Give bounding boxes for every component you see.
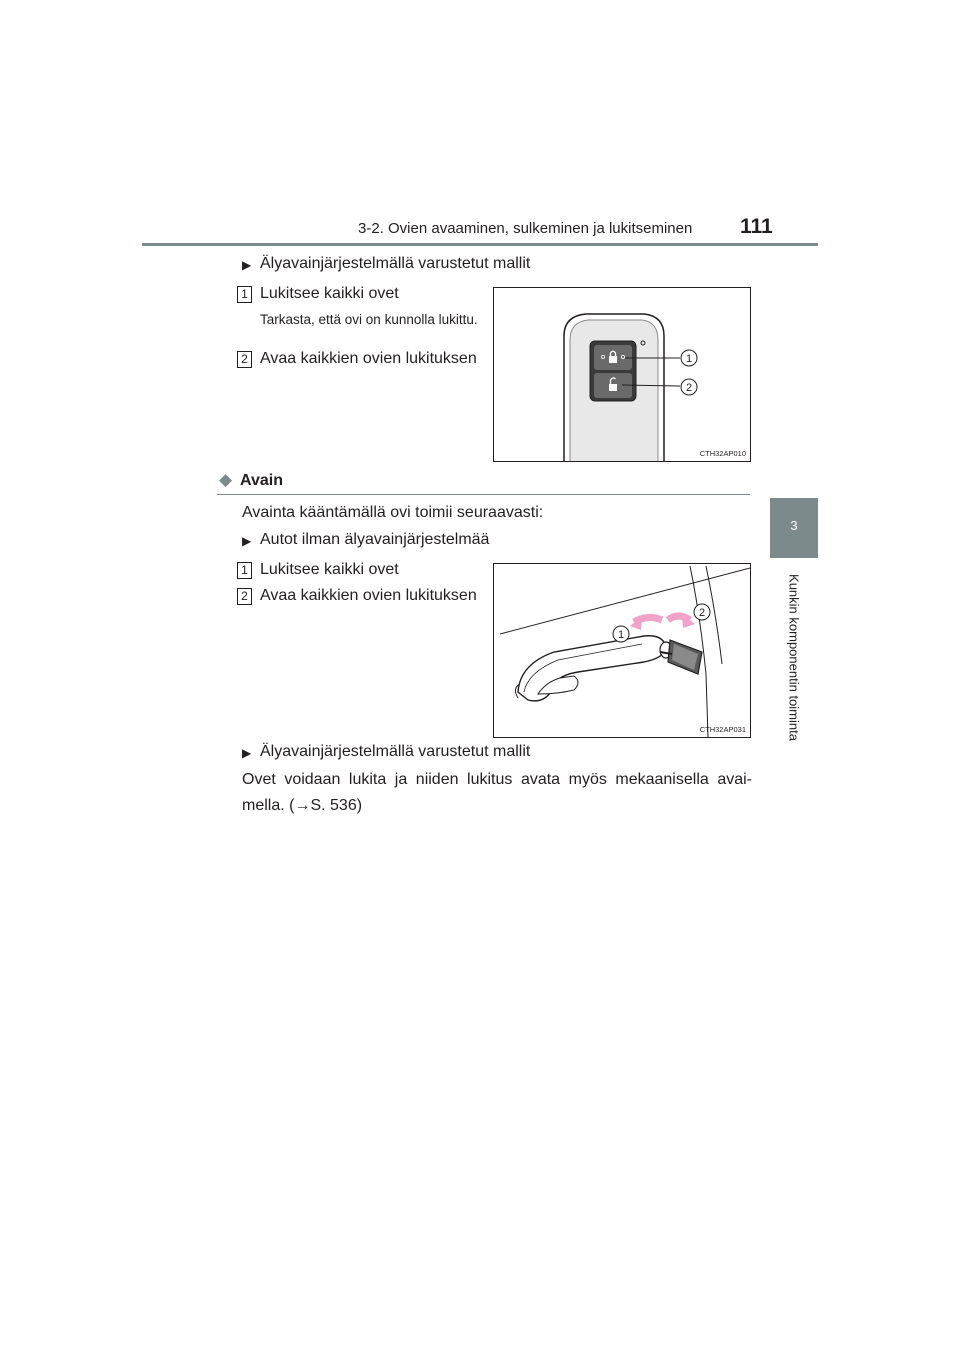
item-2-text: Avaa kaikkien ovien lukituksen (260, 350, 477, 367)
smart-key-figure (493, 287, 751, 462)
item-number-1: 1 (237, 286, 252, 303)
page-number: 111 (740, 215, 773, 238)
door-key-illustration (494, 564, 750, 737)
section1-heading: Älyavainjärjestelmällä varustetut mallit (260, 255, 531, 272)
header-rule (142, 243, 818, 246)
smart-key-illustration (494, 288, 750, 461)
callout-2: 2 (698, 607, 706, 619)
callout-1: 1 (617, 629, 625, 641)
item-number-2: 2 (237, 588, 252, 605)
section2-title: Avain (240, 472, 283, 489)
triangle-bullet-icon: ▶ (242, 746, 252, 760)
item-number-2: 2 (237, 351, 252, 368)
section-rule (217, 494, 750, 495)
callout-2: 2 (685, 382, 693, 394)
triangle-bullet-icon: ▶ (242, 534, 252, 548)
callout-1: 1 (685, 353, 693, 365)
chapter-number: 3 (790, 518, 798, 533)
diamond-bullet-icon: ◆ (219, 470, 233, 489)
door-key-figure (493, 563, 751, 738)
section2-subheading: Autot ilman älyavainjärjestelmää (260, 531, 490, 548)
item-1-text: Lukitsee kaikki ovet (260, 561, 399, 578)
item-2-text: Avaa kaikkien ovien lukituksen (260, 587, 477, 604)
section2-paragraph: Ovet voidaan lukita ja niiden lukitus avata myös mekaanisella avai-mella. (→S. 536) (242, 771, 752, 814)
item-number-1: 1 (237, 562, 252, 579)
figure-code: CTH32AP010 (699, 449, 746, 458)
triangle-bullet-icon: ▶ (242, 258, 252, 272)
item-1-note: Tarkasta, että ovi on kunnolla lukittu. (260, 312, 478, 327)
figure-code: CTH32AP031 (699, 725, 746, 734)
header-title: 3-2. Ovien avaaminen, sulkeminen ja lukitseminen (358, 220, 693, 237)
section2-intro: Avainta kääntämällä ovi toimii seuraavasti: (242, 504, 544, 521)
chapter-label: Kunkin komponentin toiminta (786, 574, 802, 741)
section2-subheading2: Älyavainjärjestelmällä varustetut mallit (260, 743, 531, 760)
item-1-text: Lukitsee kaikki ovet (260, 285, 399, 302)
